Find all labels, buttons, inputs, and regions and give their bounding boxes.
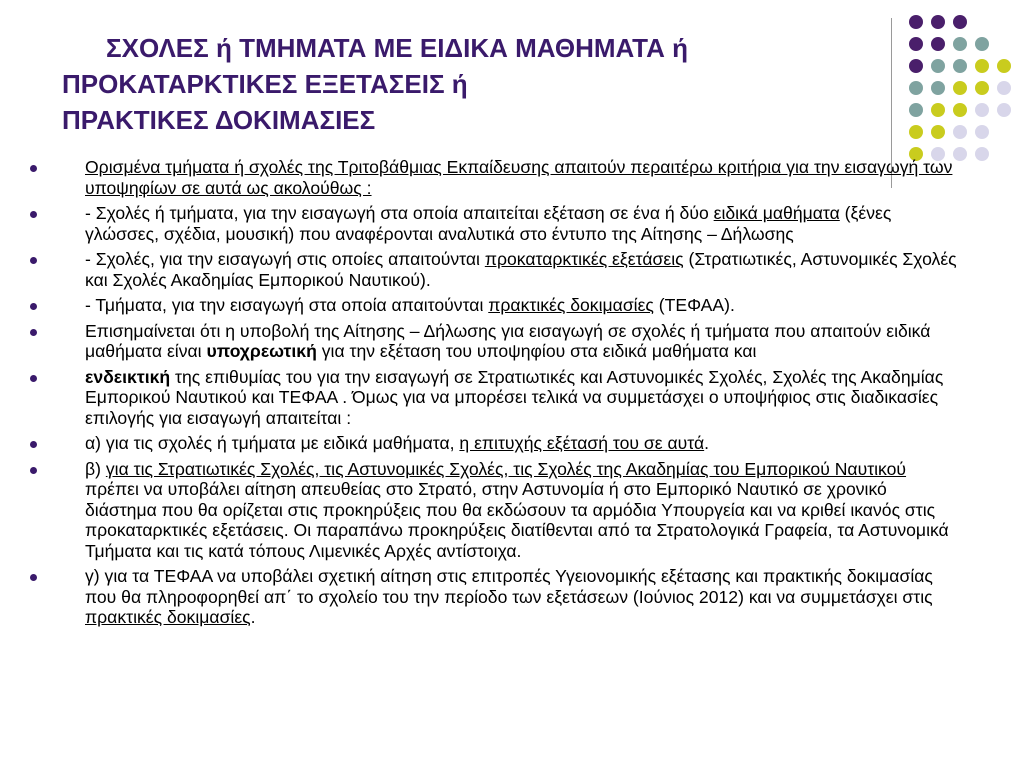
bullet-text-bold: υποχρεωτική xyxy=(206,341,317,361)
deco-dot xyxy=(953,37,967,51)
title-line-1: ΣΧΟΛΕΣ ή ΤΜΗΜΑΤΑ ΜΕ ΕΙΔΙΚΑ ΜΑΘΗΜΑΤΑ ή xyxy=(106,33,688,63)
bullet-text-underlined: πρακτικές δοκιμασίες xyxy=(488,295,654,315)
deco-dot xyxy=(909,125,923,139)
deco-dot xyxy=(953,81,967,95)
deco-dot xyxy=(975,37,989,51)
list-item xyxy=(30,295,960,316)
bullet-text-bold: ενδεικτική xyxy=(85,366,171,387)
bullet-text: α) για τις σχολές ή τμήματα με ειδικά μαθήματα, xyxy=(85,433,460,453)
deco-dot xyxy=(975,103,989,117)
deco-dot xyxy=(931,15,945,29)
deco-dot xyxy=(931,125,945,139)
bullet-text-underlined: πρακτικές δοκιμασίες xyxy=(85,607,251,627)
deco-dot xyxy=(975,147,989,161)
list-item xyxy=(30,157,960,198)
list-item xyxy=(30,459,960,562)
bullet-text: β) xyxy=(85,458,106,479)
list-item xyxy=(30,433,960,454)
deco-dot xyxy=(953,125,967,139)
list-item xyxy=(30,249,960,290)
bullet-dot-icon xyxy=(30,211,37,218)
bullet-text: Ορισμένα τμήματα ή σχολές της Τριτοβάθμιας Εκπαίδευσης απαιτούν περαιτέρω κριτήρια για την εισαγωγή των υποψηφίων σε αυτά ως ακολούθως : xyxy=(85,157,953,198)
deco-dot xyxy=(931,103,945,117)
bullet-dot-icon xyxy=(30,441,37,448)
bullet-text: γ) για τα ΤΕΦΑΑ να υποβάλει σχετική αίτηση στις επιτροπές Υγειονομικής εξέτασης και πρακτικής δοκιμασίας που θα πληροφορηθεί απ΄ το σχολείο του την περίοδο των εξετάσεων (Ιούνιος 2012) και να συμμετάσχει στις xyxy=(85,566,933,607)
bullet-list xyxy=(30,157,960,633)
bullet-text-underlined: προκαταρκτικές εξετάσεις xyxy=(484,249,684,269)
bullet-dot-icon xyxy=(30,257,37,264)
deco-dot xyxy=(953,15,967,29)
deco-dot xyxy=(953,59,967,73)
bullet-text-underlined: η επιτυχής εξέτασή του σε αυτά xyxy=(459,433,705,453)
bullet-dot-icon xyxy=(30,467,37,474)
deco-dot xyxy=(997,103,1011,117)
deco-dot xyxy=(975,59,989,73)
deco-dot xyxy=(909,103,923,117)
bullet-text: (ΤΕΦΑΑ). xyxy=(653,295,735,315)
bullet-text: - Τμήματα, για την εισαγωγή στα οποία απαιτούνται xyxy=(85,295,489,315)
bullet-text: Επισημαίνεται ότι η υποβολή της Αίτησης – Δήλωσης για εισαγωγή σε σχολές ή τμήματα που απαιτούν ειδικά μαθήματα είναι xyxy=(85,320,931,361)
decorative-dot-grid-icon xyxy=(902,12,1022,172)
bullet-dot-icon xyxy=(30,574,37,581)
slide-title xyxy=(62,30,882,138)
deco-dot xyxy=(909,81,923,95)
list-item xyxy=(30,321,960,362)
bullet-text: της επιθυμίας του για την εισαγωγή σε Στρατιωτικές και Αστυνομικές Σχολές, Σχολές της Ακαδημίας Εμπορικού Ναυτικού και ΤΕΦΑΑ . Όμως για να μπορέσει τελικά να συμμετάσχει ο υποψήφιος στις διαδικασίες επιλογής για εισαγωγή απαιτείται : xyxy=(85,366,944,428)
bullet-text-underlined: ειδικά μαθήματα xyxy=(713,203,840,223)
deco-dot xyxy=(909,15,923,29)
list-item xyxy=(30,566,960,628)
deco-dot xyxy=(909,59,923,73)
bullet-dot-icon xyxy=(30,375,37,382)
bullet-text: - Σχολές ή τμήματα, για την εισαγωγή στα οποία απαιτείται εξέταση σε ένα ή δύο xyxy=(85,203,714,223)
deco-dot xyxy=(975,125,989,139)
bullet-text-underlined: για τις Στρατιωτικές Σχολές, τις Αστυνομικές Σχολές, τις Σχολές της Ακαδημίας του Εμπορικού Ναυτικού xyxy=(105,458,907,479)
deco-dot xyxy=(975,81,989,95)
deco-dot xyxy=(997,81,1011,95)
deco-dot xyxy=(997,59,1011,73)
list-item xyxy=(30,367,960,429)
bullet-text: πρέπει να υποβάλει αίτηση απευθείας στο Στρατό, στην Αστυνομία ή στο Εμπορικό Ναυτικό σε χρονικό διάστημα που θα ορίζεται στις προκηρύξεις που θα εκδώσουν τα αρμόδια Υπουργεία και να κριθεί ικανός στις προκαταρκτικές εξετάσεις. Οι παραπάνω προκηρύξεις διατίθενται από τα Στρατολογικά Γραφεία, τα Αστυνομικά Τμήματα και τις κατά τόπους Λιμενικές Αρχές αντίστοιχα. xyxy=(85,479,949,561)
title-line-3: ΠΡΑΚΤΙΚΕΣ ΔΟΚΙΜΑΣΙΕΣ xyxy=(62,105,376,135)
bullet-dot-icon xyxy=(30,303,37,310)
bullet-text: (Στρατιωτικές, Αστυνομικές Σχολές και Σχολές Ακαδημίας Εμπορικού Ναυτικού). xyxy=(85,249,957,290)
deco-dot xyxy=(909,37,923,51)
deco-dot xyxy=(953,103,967,117)
list-item xyxy=(30,203,960,244)
title-line-2: ΠΡΟΚΑΤΑΡΚΤΙΚΕΣ ΕΞΕΤΑΣΕΙΣ ή xyxy=(62,69,468,99)
bullet-text: . xyxy=(704,433,710,453)
bullet-text: για την εξέταση του υποψηφίου στα ειδικά μαθήματα και xyxy=(316,341,757,361)
bullet-dot-icon xyxy=(30,329,37,336)
deco-dot xyxy=(931,59,945,73)
bullet-dot-icon xyxy=(30,165,37,172)
bullet-text: - Σχολές, για την εισαγωγή στις οποίες απαιτούνται xyxy=(85,249,485,269)
deco-dot xyxy=(931,37,945,51)
bullet-text: (ξένες γλώσσες, σχέδια, μουσική) που αναφέρονται αναλυτικά στο έντυπο της Αίτησης – Δήλωσης xyxy=(85,203,892,244)
bullet-text: . xyxy=(250,607,256,627)
deco-dot xyxy=(931,81,945,95)
